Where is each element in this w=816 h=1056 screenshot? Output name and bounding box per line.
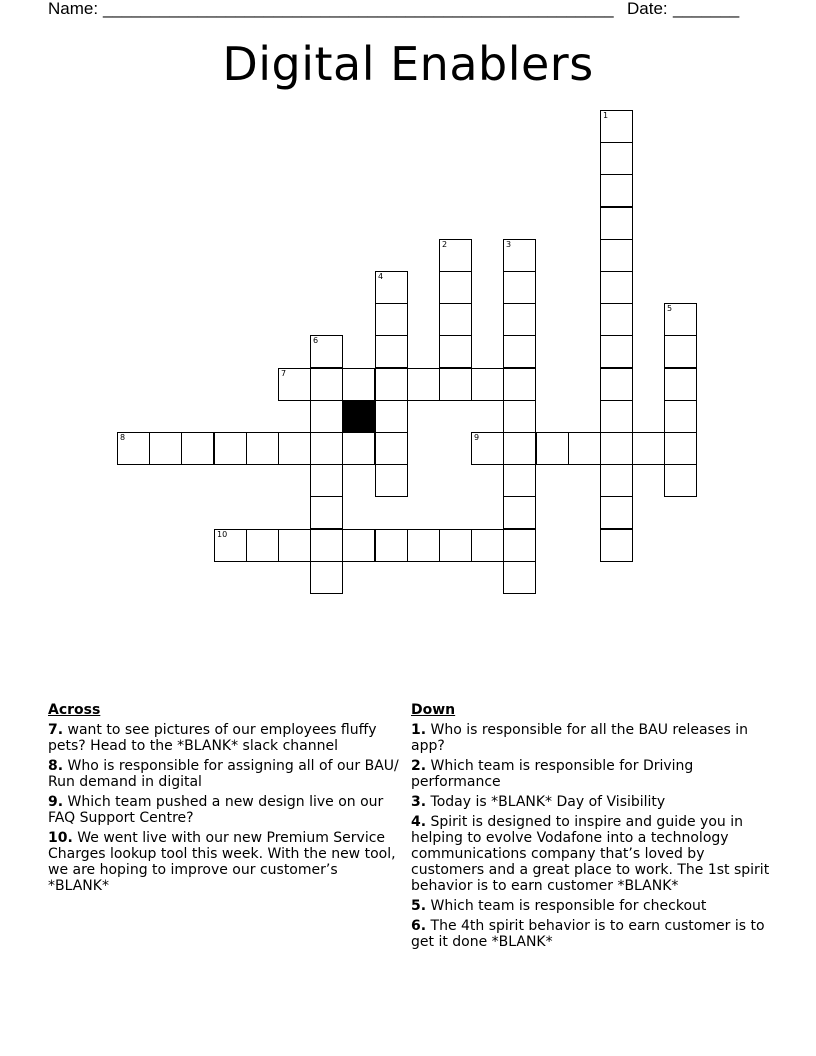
crossword-cell[interactable] [342, 368, 375, 401]
crossword-cell[interactable] [600, 496, 633, 529]
crossword-cell[interactable] [375, 335, 408, 368]
cell-number: 6 [313, 336, 319, 345]
crossword-cell[interactable] [503, 400, 536, 433]
crossword-cell[interactable] [503, 496, 536, 529]
crossword-cell[interactable] [600, 174, 633, 207]
crossword-cell[interactable] [375, 271, 408, 304]
crossword-cell[interactable] [149, 432, 182, 465]
crossword-cell[interactable] [600, 303, 633, 336]
crossword-cell[interactable] [246, 432, 279, 465]
black-square [342, 400, 375, 433]
clue-across-8: 8. Who is responsible for assigning all of our BAU/ Run demand in digital [48, 758, 399, 790]
crossword-cell[interactable] [439, 529, 472, 562]
crossword-cell[interactable] [600, 239, 633, 272]
crossword-cell[interactable] [278, 529, 311, 562]
crossword-cell[interactable] [375, 529, 408, 562]
crossword-cell[interactable] [375, 400, 408, 433]
across-heading: Across [48, 702, 101, 718]
clue-across-10: 10. We went live with our new Premium Service Charges lookup tool this week. With the new tool, we are hoping to improve our customer’s *BLANK* [48, 830, 396, 894]
crossword-cell[interactable] [664, 400, 697, 433]
down-clues [411, 702, 771, 954]
date-blank-line: _______ [673, 0, 740, 18]
crossword-cell[interactable] [664, 368, 697, 401]
cell-number: 2 [442, 240, 448, 249]
crossword-cell[interactable] [407, 368, 440, 401]
crossword-cell[interactable] [117, 432, 150, 465]
cell-number: 10 [217, 530, 228, 539]
crossword-cell[interactable] [600, 110, 633, 143]
crossword-cell[interactable] [503, 271, 536, 304]
cell-number: 1 [603, 111, 609, 120]
cell-number: 3 [506, 240, 512, 249]
crossword-cell[interactable] [246, 529, 279, 562]
crossword-cell[interactable] [310, 368, 343, 401]
crossword-cell[interactable] [536, 432, 569, 465]
crossword-cell[interactable] [407, 529, 440, 562]
crossword-cell[interactable] [664, 335, 697, 368]
crossword-cell[interactable] [310, 496, 343, 529]
crossword-cell[interactable] [568, 432, 601, 465]
crossword-cell[interactable] [342, 432, 375, 465]
clue-down-6: 6. The 4th spirit behavior is to earn customer is to get it done *BLANK* [411, 918, 765, 950]
crossword-cell[interactable] [439, 239, 472, 272]
crossword-cell[interactable] [600, 529, 633, 562]
crossword-cell[interactable] [181, 432, 214, 465]
crossword-cell[interactable] [310, 464, 343, 497]
crossword-cell[interactable] [503, 432, 536, 465]
crossword-cell[interactable] [310, 335, 343, 368]
crossword-cell[interactable] [664, 432, 697, 465]
crossword-cell[interactable] [375, 432, 408, 465]
crossword-cell[interactable] [439, 335, 472, 368]
crossword-cell[interactable] [503, 303, 536, 336]
puzzle-title: Digital Enablers [222, 37, 594, 91]
crossword-cell[interactable] [214, 432, 247, 465]
name-blank-line: ______________________________________________________ [103, 0, 614, 18]
crossword-cell[interactable] [375, 464, 408, 497]
crossword-cell[interactable] [503, 561, 536, 594]
crossword-cell[interactable] [375, 368, 408, 401]
date-label: Date: [627, 0, 668, 18]
clue-down-3: 3. Today is *BLANK* Day of Visibility [411, 794, 666, 810]
crossword-cell[interactable] [503, 529, 536, 562]
cell-number: 9 [474, 433, 480, 442]
crossword-cell[interactable] [471, 432, 504, 465]
crossword-cell[interactable] [439, 368, 472, 401]
crossword-cell[interactable] [600, 335, 633, 368]
crossword-cell[interactable] [439, 271, 472, 304]
clue-across-7: 7. want to see pictures of our employees fluffy pets? Head to the *BLANK* slack channel [48, 722, 377, 754]
cell-number: 4 [378, 272, 384, 281]
clue-down-5: 5. Which team is responsible for checkout [411, 898, 707, 914]
crossword-cell[interactable] [503, 464, 536, 497]
clue-down-2: 2. Which team is responsible for Driving performance [411, 758, 694, 790]
cell-number: 7 [281, 369, 287, 378]
crossword-cell[interactable] [342, 529, 375, 562]
cell-number: 5 [667, 304, 673, 313]
crossword-cell[interactable] [310, 400, 343, 433]
crossword-cell[interactable] [632, 432, 665, 465]
across-clues [48, 702, 400, 898]
crossword-cell[interactable] [600, 432, 633, 465]
crossword-cell[interactable] [375, 303, 408, 336]
crossword-cell[interactable] [503, 239, 536, 272]
crossword-cell[interactable] [600, 207, 633, 240]
clue-down-4: 4. Spirit is designed to inspire and guide you in helping to evolve Vodafone into a technology communications company that’s loved by customers and a great place to work. The 1st spirit behavior is to earn customer *BLANK* [411, 814, 770, 894]
cell-number: 8 [120, 433, 126, 442]
crossword-cell[interactable] [600, 271, 633, 304]
crossword-cell[interactable] [503, 368, 536, 401]
crossword-cell[interactable] [278, 368, 311, 401]
crossword-cell[interactable] [278, 432, 311, 465]
down-heading: Down [411, 702, 456, 718]
crossword-cell[interactable] [214, 529, 247, 562]
crossword-cell[interactable] [471, 529, 504, 562]
name-label: Name: [48, 0, 99, 18]
crossword-cell[interactable] [310, 432, 343, 465]
crossword-cell[interactable] [600, 142, 633, 175]
crossword-cell[interactable] [439, 303, 472, 336]
crossword-cell[interactable] [600, 464, 633, 497]
clue-down-1: 1. Who is responsible for all the BAU releases in app? [411, 722, 748, 754]
crossword-cell[interactable] [664, 464, 697, 497]
crossword-cell[interactable] [310, 529, 343, 562]
crossword-cell[interactable] [664, 303, 697, 336]
clue-across-9: 9. Which team pushed a new design live on our FAQ Support Centre? [48, 794, 384, 826]
crossword-cell[interactable] [503, 335, 536, 368]
crossword-cell[interactable] [600, 400, 633, 433]
crossword-cell[interactable] [471, 368, 504, 401]
crossword-cell[interactable] [600, 368, 633, 401]
crossword-cell[interactable] [310, 561, 343, 594]
